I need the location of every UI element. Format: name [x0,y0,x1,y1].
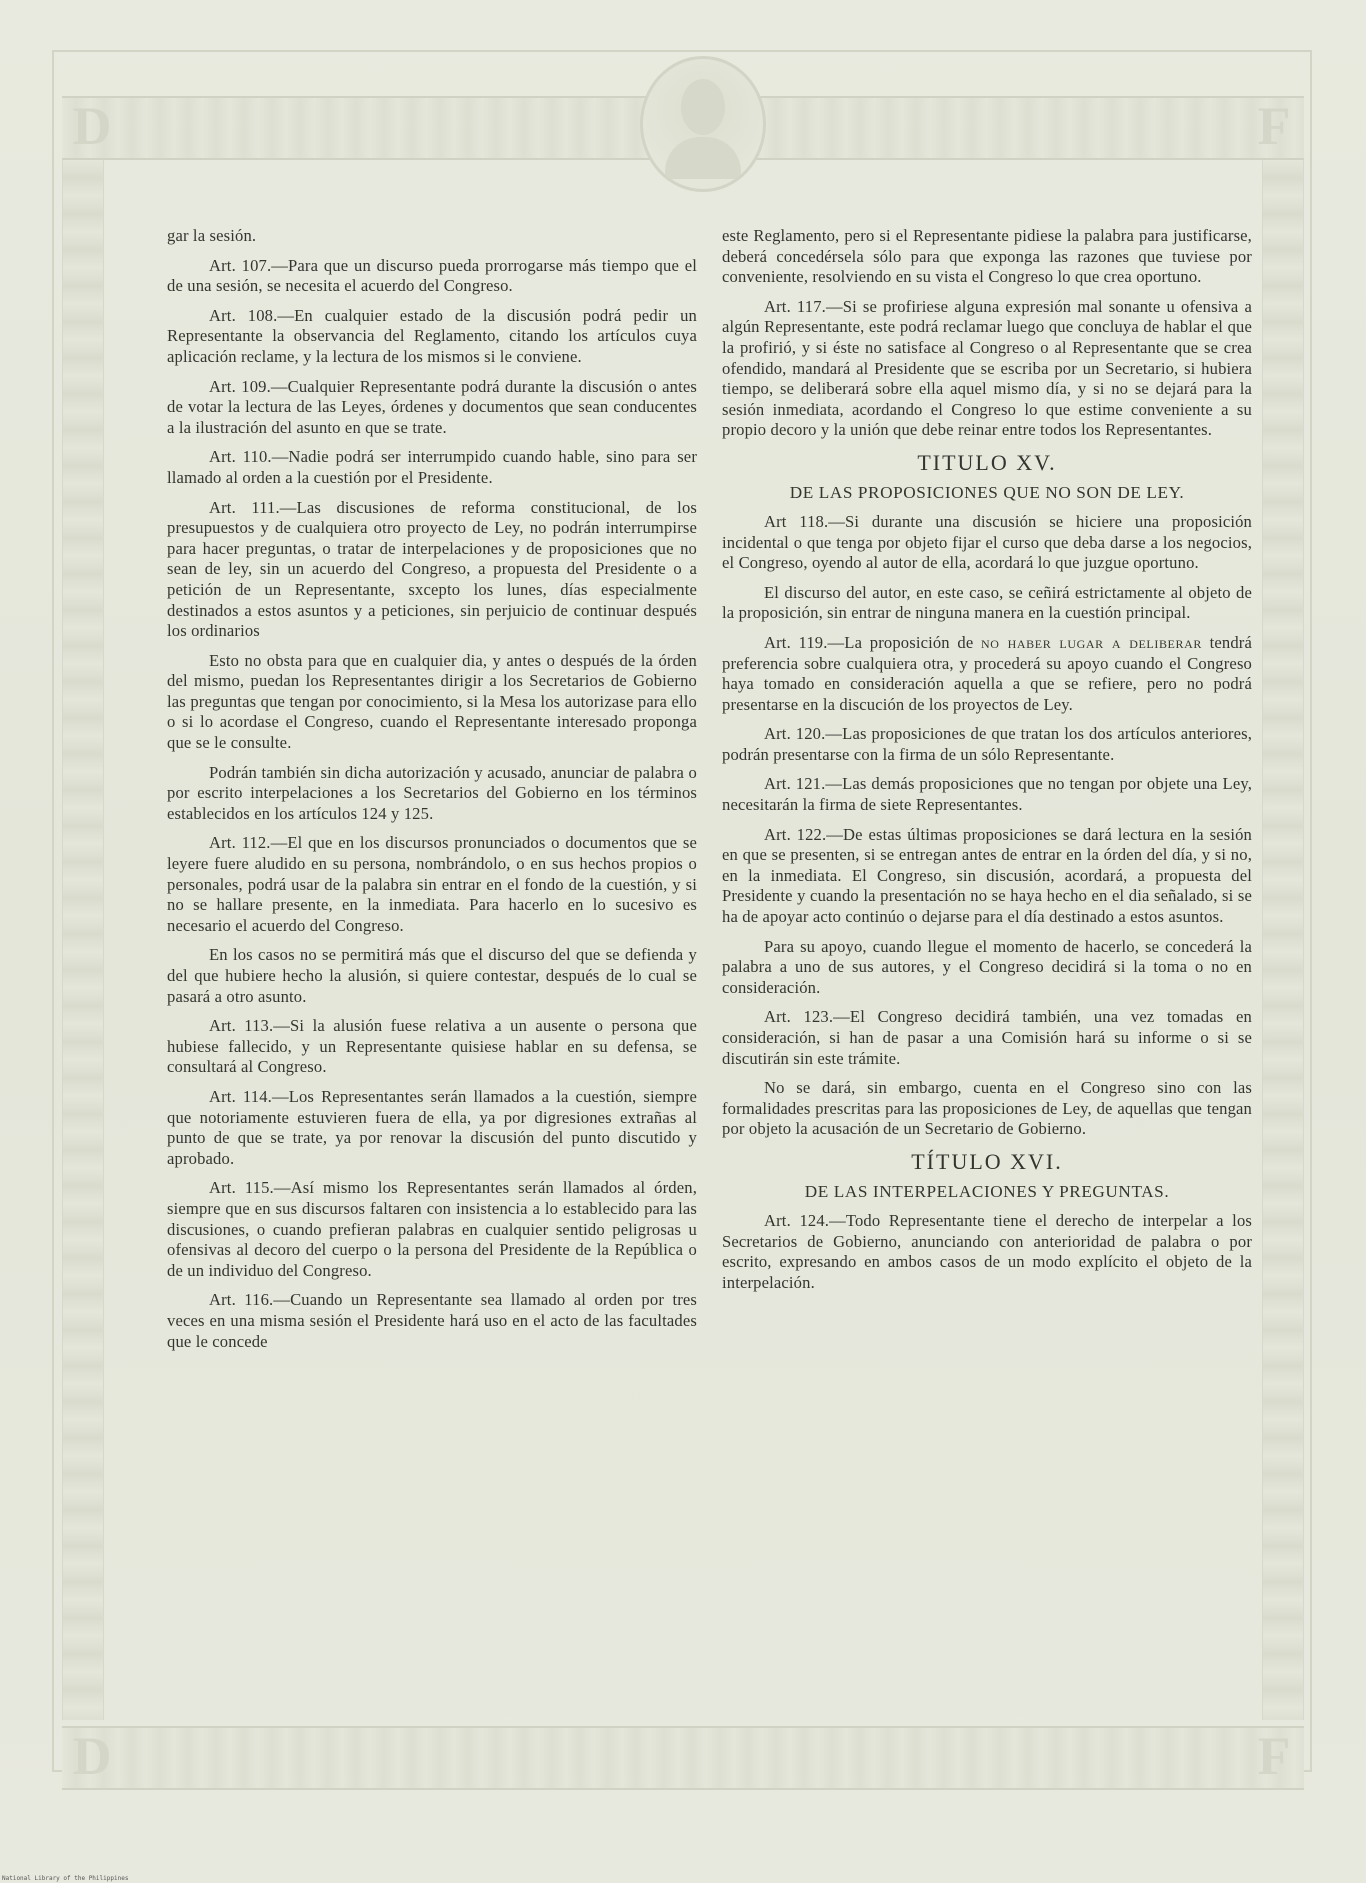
paragraph: Art. 123.—El Congreso decidirá también, una vez tomadas en consideración, si han de pasar a una Comisión hará su informe o si se discutirán sin este trámite. [722,1007,1252,1068]
left-ornament-band [62,160,104,1720]
art119-start: Art. 119.—La proposición de [764,632,982,652]
paragraph: Art. 122.—De estas últimas proposiciones se dará lectura en la sesión en que se presenten, si se entregan antes de entrar en la órden del día, y si no, en la inmediata. El Congreso, sin discusión, acordará, a propuesta del Presidente y cuando la presentación no se haya hecho en el dia señalado, si se ha de apoyar acto continúo o dejarse para el día destinado a estos asuntos. [722,824,1252,927]
paragraph: Art. 113.—Si la alusión fuese relativa a un ausente o persona que hubiese fallecido, y un Representante quisiese hablar en su defensa, se consultará al Congreso. [167,1016,697,1077]
corner-letter-bottom-right: F [1257,1726,1291,1786]
portrait-medallion-icon [640,56,766,192]
bottom-ornament-band [62,1726,1304,1790]
paragraph: Art. 110.—Nadie podrá ser interrumpido cuando hable, sino para ser llamado al orden a la cuestión por el Presidente. [167,447,697,487]
paragraph: Esto no obsta para que en cualquier dia, y antes o después de la órden del mismo, puedan los Representantes dirigir a los Secretarios de Gobierno las preguntas que tengan por conocimiento, si la Mesa los autorizase para ello o si lo acordase el Congreso, cuando el Representante interesado proponga que se le consulte. [167,650,697,753]
paragraph: Art. 109.—Cualquier Representante podrá durante la discusión o antes de votar la lectura de las Leyes, órdenes y documentos que sean conducentes a la ilustración del asunto en que se trate. [167,376,697,437]
corner-letter-bottom-left: D [72,1726,112,1786]
paragraph: Art. 107.—Para que un discurso pueda prorrogarse más tiempo que el de una sesión, se necesita el acuerdo del Congreso. [167,255,697,296]
paragraph: Art. 121.—Las demás proposiciones que no tengan por objete una Ley, necesitarán la firma de siete Representantes. [722,774,1252,815]
paragraph: Art. 115.—Así mismo los Representantes serán llamados al órden, siempre que en sus discursos faltaren con insistencia a lo establecido para las discusiones, o cuando prefieran palabras en cualquier sentido peligrosas u ofensivas al decoro del cuerpo o la persona del Presidente de la República o de un individuo del Congreso. [167,1178,697,1280]
paragraph: Art. 124.—Todo Representante tiene el derecho de interpelar a los Secretarios de Gobierno, anunciando con anterioridad de palabra o por escrito, expresando en ambos casos de un modo explícito el objeto de la interpelación. [722,1210,1252,1292]
paragraph: Para su apoyo, cuando llegue el momento de hacerlo, se concederá la palabra a uno de sus autores, y el Congreso decidirá si la toma o no en consideración. [722,936,1252,997]
section-subtitle-xv: DE LAS PROPOSICIONES QUE NO SON DE LEY. [789,482,1185,502]
art119-end: tendrá preferencia sobre cualquiera otra, y procederá su apoyo cuando el Congreso haya tomado en consideración aquella a que se refiere, pero no podrá presentarse en la discución de los proyectos de Ley. [722,632,1252,714]
paragraph: este Reglamento, pero si el Representante pidiese la palabra para justificarse, deberá concedérsela sólo para que exponga las razones que tuviese por conveniente, resolviendo en su vista el Congreso lo que crea oportuno. [722,226,1252,287]
corner-letter-top-right: F [1257,96,1291,156]
paragraph: Art. 108.—En cualquier estado de la discusión podrá pedir un Representante la observancia del Reglamento, citando los artículos cuya aplicación reclame, y la lectura de los mismos si le conviene. [167,305,697,366]
paragraph: Art. 116.—Cuando un Representante sea llamado al orden por tres veces en una misma sesión el Presidente hará uso en el acto de las facultades que le concede [167,1290,697,1351]
paragraph: No se dará, sin embargo, cuenta en el Congreso sino con las formalidades prescritas para las proposiciones de Ley, de aquellas que tengan por objeto la acusación de un Secretario de Gobierno. [722,1078,1252,1139]
paragraph: Podrán también sin dicha autorización y acusado, anunciar de palabra o por escrito interpelaciones a los Secretarios del Gobierno en los términos establecidos en los artículos 124 y 125. [167,762,697,823]
paragraph: gar la sesión. [167,226,257,245]
right-ornament-band [1262,160,1304,1720]
left-text-column [167,226,697,1361]
paragraph: Art. 114.—Los Representantes serán llamados a la cuestión, siempre que notoriamente estuvieren fuera de ella, ya por digresiones extrañas al punto de que se trate, ya por renovar la discusión del punto discutido y aprobado. [167,1086,697,1168]
corner-letter-top-left: D [72,96,112,156]
right-text-column [722,226,1252,1302]
paragraph: Art. 112.—El que en los discursos pronunciados o documentos que se leyere fuere aludido en su persona, nombrándolo, o en sus hechos propios o personales, podrá usar de la palabra sin entrar en el fondo de la cuestión, y si no se hallare presente, en la inmediata. Para hacerlo en lo sucesivo es necesario el acuerdo del Congreso. [167,833,697,935]
paragraph: En los casos no se permitirá más que el discurso del que se defienda y del que hubiere hecho la alusión, si quiere contestar, después de lo cual se pasará a otro asunto. [167,945,697,1006]
paragraph-art-119 [722,633,1252,715]
section-subtitle-xvi: DE LAS INTERPELACIONES Y PREGUNTAS. [804,1181,1170,1201]
paragraph: Art. 111.—Las discusiones de reforma constitucional, de los presupuestos y de cualquiera otro proyecto de Ley, no podrán interrumpirse para hacer preguntas, o tratar de interpelaciones y de proposiciones que no sean de ley, sin un acuerdo del Congreso, a propuesta del Presidente o a petición de un Representante, sxcepto los lunes, días especialmente destinados a estos asuntos y a peticiones, sin perjuicio de continuar después los ordinarios [167,497,697,641]
paragraph: Art 118.—Si durante una discusión se hiciere una proposición incidental o que tenga por objeto fijar el curso que deba darse a los negocios, el Congreso, oyendo al autor de ella, acordará lo que juzgue oportuno. [722,511,1252,573]
paragraph: Art. 120.—Las proposiciones de que tratan los dos artículos anteriores, podrán presentarse con la firma de un sólo Representante. [722,724,1252,764]
section-title-xvi: TÍTULO XVI. [911,1148,1063,1174]
section-title-xv: TITULO XV. [917,449,1057,475]
library-credit: National Library of the Philippines [2,1875,129,1882]
paragraph: El discurso del autor, en este caso, se ceñirá estrictamente al objeto de la proposición, sin entrar de ninguna manera en la cuestión principal. [722,582,1252,623]
art119-small-caps: no haber lugar a deliberar [981,632,1202,652]
paragraph: Art. 117.—Si se profiriese alguna expresión mal sonante u ofensiva a algún Representante, este podrá reclamar luego que concluya de hablar el que la profirió, y si éste no satisface al Congreso o al Representante que se crea ofendido, mandará al Presidente que se escriba por un Secretario, si hubiera tiempo, se deliberará sobre ella aquel mismo día, y si no se dejará para la sesión inmediata, acordando el Congreso lo que estime conveniente a su propio decoro y la unión que debe reinar entre todos los Representantes. [722,296,1252,440]
